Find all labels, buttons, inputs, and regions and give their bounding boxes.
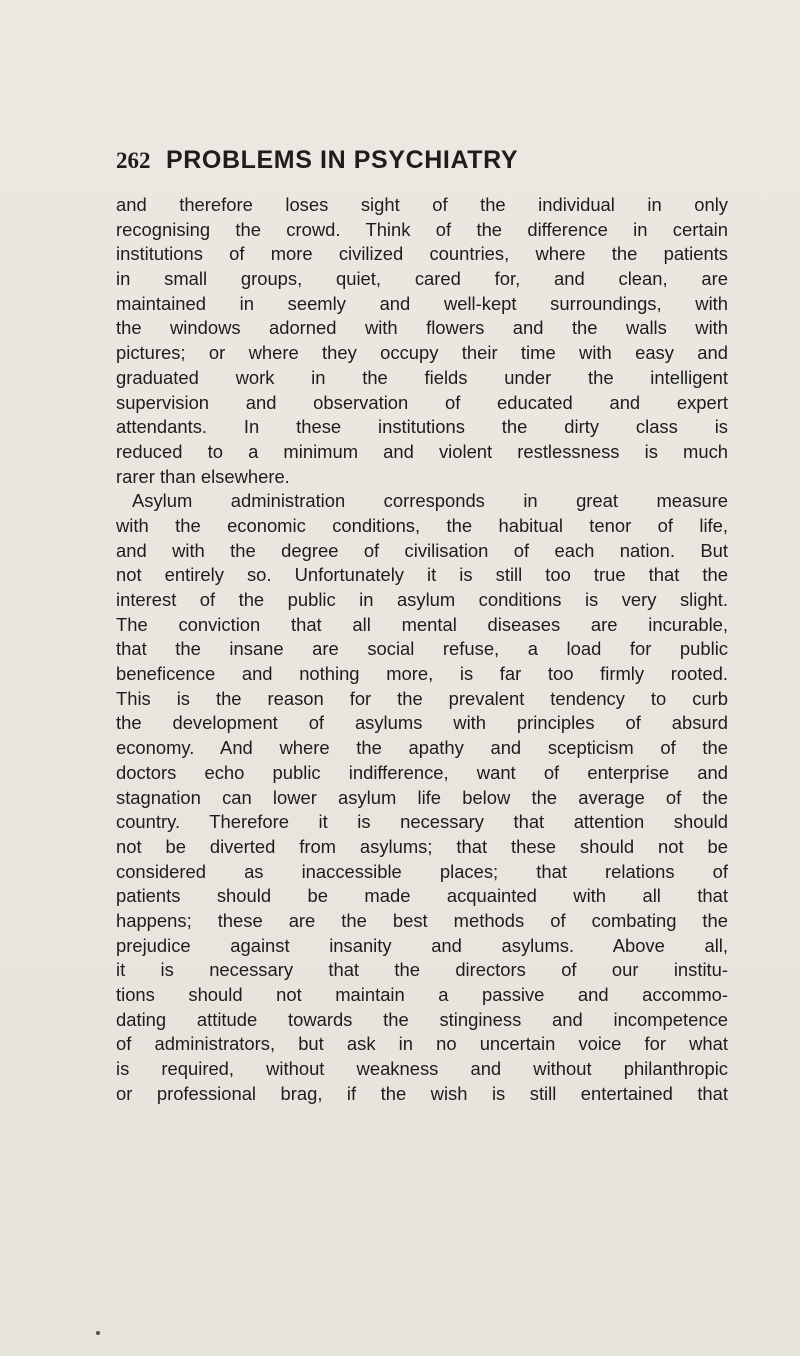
text-line: doctors echo public indifference, want of enterprise and [116,761,728,783]
text-line: in small groups, quiet, cared for, and clean, are [116,268,728,290]
text-line: The conviction that all mental diseases are incurable, [116,613,728,635]
text-line: supervision and observation of educated and expert [116,391,728,413]
text-line: and with the degree of civilisation of each nation. But [116,539,728,561]
text-line: Asylum administration corresponds in great measure [132,490,728,512]
text-line: dating attitude towards the stinginess and incompetence [116,1008,728,1030]
text-line: beneficence and nothing more, is far too firmly rooted. [116,663,728,685]
text-line: of administrators, but ask in no uncertain voice for what [116,1033,728,1055]
text-line: or professional brag, if the wish is still entertained that [116,1082,728,1104]
text-line: interest of the public in asylum conditions is very slight. [116,589,728,610]
text-line: rarer than elsewhere. [116,465,290,487]
text-line: recognising the crowd. Think of the difference in certain [116,218,728,240]
text-line: that the insane are social refuse, a load for public [116,638,728,660]
page-number: 262 [116,148,151,173]
text-line: tions should not maintain a passive and accommo- [116,984,728,1005]
running-head [116,146,736,182]
text-line: stagnation can lower asylum life below the average of the [116,786,728,808]
text-line: patients should be made acquainted with all that [116,885,728,907]
text-line: considered as inaccessible places; that relations of [116,860,728,882]
text-line: institutions of more civilized countries, where the patients [116,243,728,265]
text-line: attendants. In these institutions the dirty class is [116,416,728,438]
text-line: the development of asylums with principles of absurd [116,712,728,734]
text-line: happens; these are the best methods of combating the [116,909,728,931]
running-title: PROBLEMS IN PSYCHIATRY [166,146,519,174]
body-text [116,193,728,1106]
text-line: not be diverted from asylums; that these should not be [116,835,728,857]
text-line: not entirely so. Unfortunately it is still too true that the [116,564,728,586]
text-line: the windows adorned with flowers and the walls with [116,317,728,339]
text-line: reduced to a minimum and violent restlessness is much [116,440,728,462]
text-line: it is necessary that the directors of our institu- [116,959,728,981]
margin-mark [96,1331,100,1335]
text-line: This is the reason for the prevalent tendency to curb [116,687,728,709]
text-line: prejudice against insanity and asylums. Above all, [116,934,728,956]
text-line: economy. And where the apathy and scepticism of the [116,737,728,759]
text-line: graduated work in the fields under the intelligent [116,366,728,388]
text-line: maintained in seemly and well-kept surroundings, with [116,292,728,314]
text-line: country. Therefore it is necessary that attention should [116,811,728,833]
text-line: with the economic conditions, the habitual tenor of life, [116,514,728,536]
text-line: and therefore loses sight of the individual in only [116,194,728,215]
text-line: pictures; or where they occupy their time with easy and [116,342,728,364]
text-line: is required, without weakness and without philanthropic [116,1058,728,1080]
